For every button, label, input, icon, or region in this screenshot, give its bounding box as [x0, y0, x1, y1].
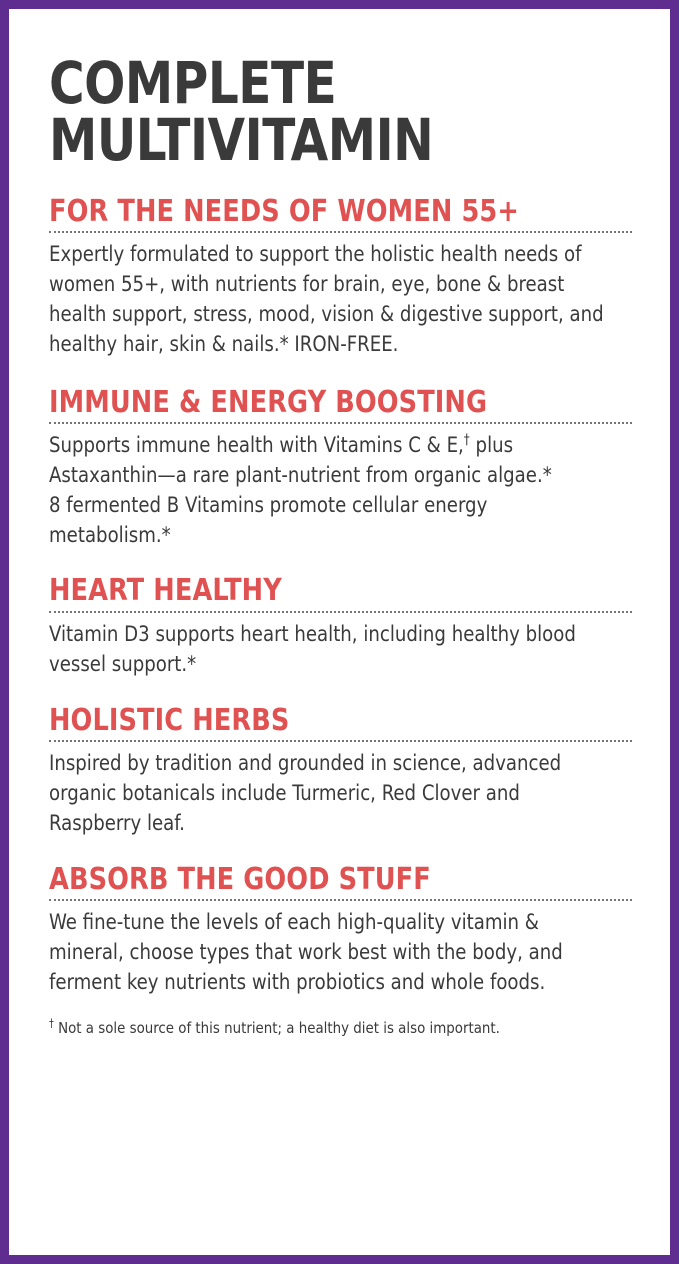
section-body: Expertly formulated to support the holistic health needs of women 55+, with nutrients for brain, eye, bone & breast health support, stress, mood, vision & digestive support, and healthy hair, skin & nails.* IRON-FREE.: [49, 242, 604, 356]
section-body: We fine-tune the levels of each high-quality vitamin & mineral, choose types that work best with the body, and ferment key nutrients with probiotics and whole foods.: [49, 910, 563, 994]
section-immune-energy-boosting: [49, 386, 632, 551]
body-line-2: Astaxanthin—a rare plant-nutrient from organic algae.*: [49, 462, 552, 487]
body-line-1: Supports immune health with Vitamins C & E,: [49, 433, 464, 458]
section-absorb-the-good-stuff: [49, 863, 632, 998]
page-title: [49, 49, 591, 174]
section-heading: IMMUNE & ENERGY BOOSTING: [49, 384, 488, 420]
divider: [49, 740, 632, 742]
section-heart-healthy: [49, 574, 632, 679]
section-body: Vitamin D3 supports heart health, including healthy blood vessel support.*: [49, 621, 576, 676]
divider: [49, 422, 632, 424]
divider: [49, 899, 632, 901]
section-for-the-needs-of-women: [49, 195, 632, 360]
footnote-marker: †: [49, 1016, 54, 1030]
section-body: Inspired by tradition and grounded in science, advanced organic botanicals include Turmeric, Red Clover and Raspberry leaf.: [49, 751, 562, 835]
section-heading: HEART HEALTHY: [49, 573, 282, 609]
section-heading: HOLISTIC HERBS: [49, 702, 290, 738]
section-heading: ABSORB THE GOOD STUFF: [49, 861, 431, 897]
footnote: [49, 1018, 609, 1040]
product-title-line-2: MULTIVITAMIN: [49, 105, 434, 174]
footnote-text: Not a sole source of this nutrient; a healthy diet is also important.: [53, 1018, 500, 1037]
divider: [49, 611, 632, 613]
section-body: [49, 431, 609, 550]
body-line-1-end: plus: [469, 433, 514, 458]
dagger-marker: †: [463, 432, 470, 449]
section-holistic-herbs: [49, 704, 632, 839]
body-line-3: 8 fermented B Vitamins promote cellular energy metabolism.*: [49, 492, 488, 547]
section-heading: FOR THE NEEDS OF WOMEN 55+: [49, 193, 519, 229]
divider: [49, 231, 632, 233]
product-title-line-1: COMPLETE: [49, 49, 337, 117]
